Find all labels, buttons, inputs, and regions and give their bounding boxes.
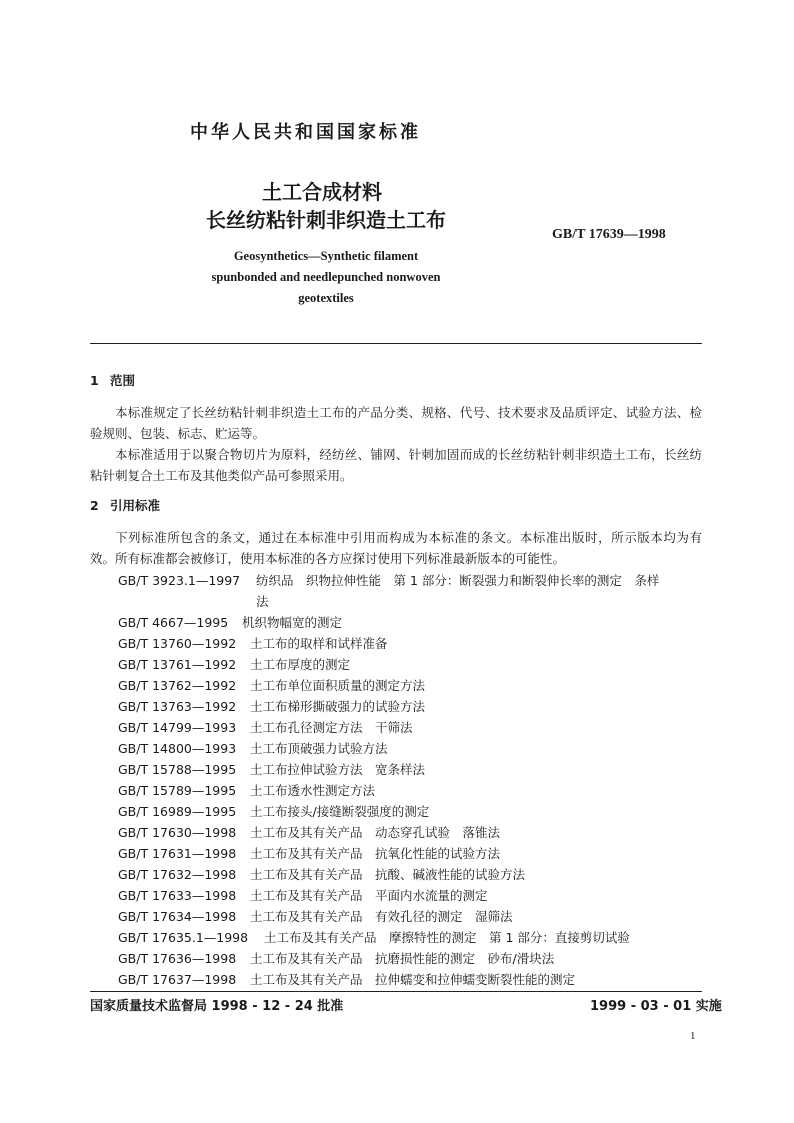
- reference-code: GB/T 17634—1998: [118, 909, 237, 924]
- reference-item: [118, 676, 425, 694]
- reference-item: [118, 865, 525, 883]
- reference-code: GB/T 14799—1993: [118, 720, 237, 735]
- reference-code: GB/T 17633—1998: [118, 888, 237, 903]
- reference-item: [118, 760, 425, 778]
- reference-title: 土工布的取样和试样准备: [250, 636, 388, 651]
- approval-date: 国家质量技术监督局 1998 - 12 - 24 批准: [90, 999, 344, 1014]
- reference-title: 土工布拉伸试验方法 宽条样法: [250, 762, 426, 777]
- reference-title: 土工布接头/接缝断裂强度的测定: [250, 804, 430, 819]
- reference-item: [118, 970, 575, 988]
- reference-title: 土工布单位面积质量的测定方法: [250, 678, 426, 693]
- reference-title: 土工布及其有关产品 抗氧化性能的试验方法: [250, 846, 501, 861]
- reference-item: [118, 823, 500, 841]
- reference-title: 土工布及其有关产品 有效孔径的测定 湿筛法: [250, 909, 513, 924]
- reference-title: 纺织品 织物拉伸性能 第 1 部分：断裂强力和断裂伸长率的测定 条样: [256, 573, 660, 588]
- implementation-date: 1999 - 03 - 01 实施: [590, 999, 722, 1014]
- reference-code: GB/T 13762—1992: [118, 678, 237, 693]
- header-divider: [90, 343, 702, 344]
- reference-title: 土工布顶破强力试验方法: [250, 741, 388, 756]
- reference-item: [118, 949, 554, 967]
- reference-item: [118, 571, 659, 589]
- reference-title: 机织物幅宽的测定: [242, 615, 343, 630]
- reference-item: [118, 844, 500, 862]
- reference-code: GB/T 15788—1995: [118, 762, 237, 777]
- reference-title: 土工布厚度的测定: [250, 657, 351, 672]
- reference-title: 土工布透水性测定方法: [250, 783, 376, 798]
- reference-item: [118, 613, 342, 631]
- section-number: 1: [90, 373, 99, 388]
- reference-code: GB/T 17637—1998: [118, 972, 237, 987]
- reference-item: [118, 655, 350, 673]
- reference-item: [118, 802, 429, 820]
- reference-item: [118, 928, 630, 946]
- reference-code: GB/T 13763—1992: [118, 699, 237, 714]
- reference-title: 法: [256, 594, 269, 609]
- reference-title: 土工布及其有关产品 平面内水流量的测定: [250, 888, 488, 903]
- reference-code: GB/T 15789—1995: [118, 783, 237, 798]
- reference-item: [118, 592, 269, 610]
- reference-code: GB/T 4667—1995: [118, 615, 229, 630]
- reference-code: GB/T 16989—1995: [118, 804, 237, 819]
- reference-title: 土工布梯形撕破强力的试验方法: [250, 699, 426, 714]
- reference-item: [118, 781, 375, 799]
- reference-title: 土工布及其有关产品 抗酸、碱液性能的试验方法: [250, 867, 526, 882]
- reference-item: [118, 739, 388, 757]
- reference-item: [118, 907, 513, 925]
- national-standard-heading: 中华人民共和国国家标准: [190, 122, 421, 143]
- reference-code: GB/T 14800—1993: [118, 741, 237, 756]
- reference-title: 土工布及其有关产品 摩擦特性的测定 第 1 部分：直接剪切试验: [264, 930, 630, 945]
- reference-item: [118, 886, 488, 904]
- document-title-line1: 土工合成材料: [262, 180, 382, 204]
- section-title: 范围: [110, 373, 136, 388]
- reference-title: 土工布及其有关产品 动态穿孔试验 落锥法: [250, 825, 501, 840]
- reference-item: [118, 697, 425, 715]
- reference-title: 土工布及其有关产品 抗磨损性能的测定 砂布/滑块法: [250, 951, 555, 966]
- document-title-line2: 长丝纺粘针刺非织造土工布: [206, 208, 446, 232]
- reference-code: GB/T 13760—1992: [118, 636, 237, 651]
- reference-title: 土工布孔径测定方法 干筛法: [250, 720, 413, 735]
- standard-number: GB/T 17639—1998: [552, 227, 666, 242]
- scope-paragraph-2: 本标准适用于以聚合物切片为原料，经纺丝、铺网、针刺加固而成的长丝纺粘针刺非织造土工布，长丝纺粘针刺复合土工布及其他类似产品可参照采用。: [90, 447, 702, 483]
- page-number: 1: [690, 1030, 696, 1042]
- reference-item: [118, 634, 388, 652]
- reference-code: GB/T 17630—1998: [118, 825, 237, 840]
- section-title: 引用标准: [110, 498, 161, 513]
- reference-code: GB/T 17632—1998: [118, 867, 237, 882]
- section-heading-normative-references: [90, 496, 160, 514]
- reference-title: 土工布及其有关产品 拉伸蠕变和拉伸蠕变断裂性能的测定: [250, 972, 576, 987]
- english-title: Geosynthetics—Synthetic filament spunbonded and needlepunched nonwoven geotextiles: [211, 249, 441, 305]
- reference-code: GB/T 17635.1—1998: [118, 930, 249, 945]
- reference-code: GB/T 17631—1998: [118, 846, 237, 861]
- references-intro-paragraph: 下列标准所包含的条文，通过在本标准中引用而构成为本标准的条文。本标准出版时，所示版本均为有效。所有标准都会被修订，使用本标准的各方应探讨使用下列标准最新版本的可能性。: [90, 530, 702, 566]
- reference-item: [118, 718, 413, 736]
- reference-code: GB/T 13761—1992: [118, 657, 237, 672]
- footer-divider: [90, 991, 702, 992]
- reference-code: GB/T 17636—1998: [118, 951, 237, 966]
- reference-code: GB/T 3923.1—1997: [118, 573, 241, 588]
- section-heading-scope: [90, 371, 135, 389]
- scope-paragraph-1: 本标准规定了长丝纺粘针刺非织造土工布的产品分类、规格、代号、技术要求及品质评定、试验方法、检验规则、包装、标志、贮运等。: [90, 405, 702, 441]
- section-number: 2: [90, 498, 99, 513]
